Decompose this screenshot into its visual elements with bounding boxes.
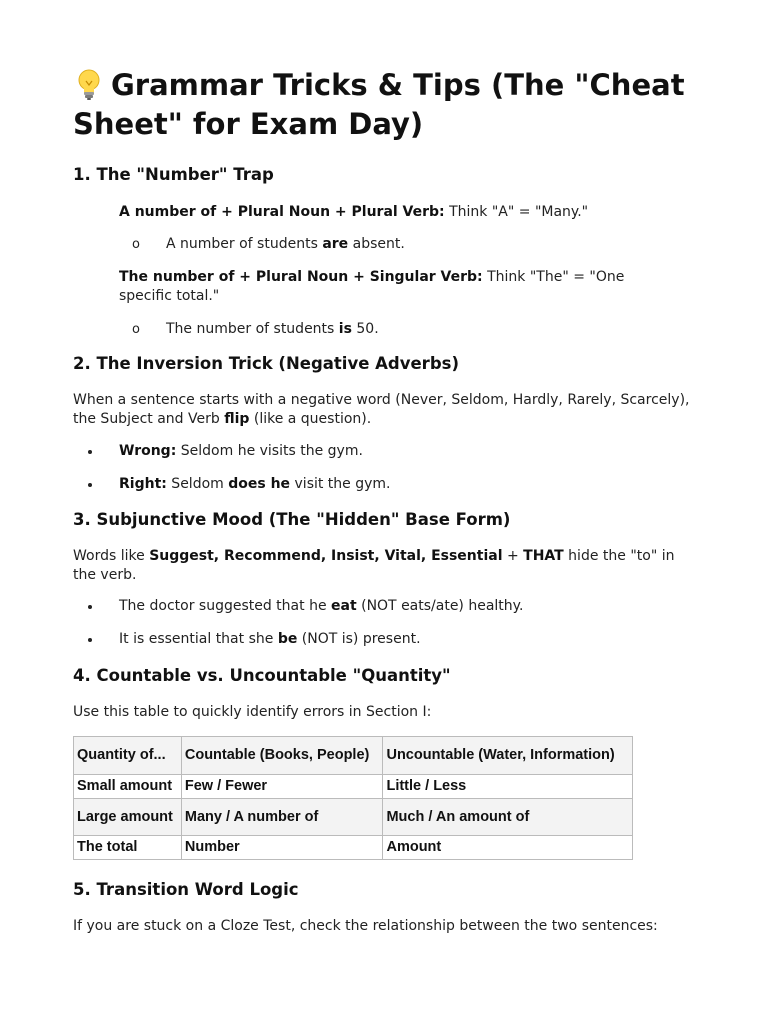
heading-inversion: 2. The Inversion Trick (Negative Adverbs)	[73, 354, 459, 373]
table-row	[74, 737, 633, 775]
example-a-number	[166, 235, 686, 254]
transition-intro: If you are stuck on a Cloze Test, check the relationship between the two sentences:	[73, 918, 658, 934]
lightbulb-icon	[73, 67, 105, 101]
sub-bullet-marker: o	[132, 322, 140, 337]
sub-bullet-marker: o	[132, 237, 140, 252]
example-bold: are	[322, 236, 349, 252]
example-bold: is	[338, 321, 352, 337]
example-text: The number of students	[166, 321, 339, 337]
rule-the-number-text: Think "The" = "One specific total."	[119, 269, 625, 304]
bullet-text: Seldom	[166, 476, 229, 492]
table-row	[74, 775, 633, 799]
bullet-dot	[88, 483, 92, 487]
table-cell: Quantity of...	[74, 737, 182, 775]
subjunctive-intro	[73, 547, 688, 585]
bullet-text: It is essential that she	[119, 631, 278, 647]
table-cell: Large amount	[74, 799, 182, 836]
example-text: A number of students	[166, 236, 323, 252]
bullet-bold: eat	[331, 598, 357, 614]
rule-a-number-bold: A number of + Plural Noun + Plural Verb:	[119, 204, 445, 220]
intro-text: hide the "to" in the verb.	[73, 548, 675, 583]
table-cell: Number	[181, 836, 383, 860]
subjunctive-example-1	[119, 597, 679, 616]
bullet-dot	[88, 450, 92, 454]
table-row	[74, 799, 633, 836]
bullet-bold: Wrong:	[119, 443, 177, 459]
heading-countable: 4. Countable vs. Uncountable "Quantity"	[73, 666, 451, 685]
intro-text: (like a question).	[249, 411, 372, 427]
heading-transition: 5. Transition Word Logic	[73, 880, 299, 899]
example-text: 50.	[351, 321, 379, 337]
countable-intro: Use this table to quickly identify errors in Section I:	[73, 704, 432, 720]
bullet-text: visit the gym.	[290, 476, 391, 492]
bullet-dot	[88, 605, 92, 609]
page-title	[73, 66, 713, 144]
intro-bold: flip	[224, 411, 250, 427]
table-cell: Many / A number of	[181, 799, 383, 836]
intro-text: +	[502, 548, 524, 564]
example-text: absent.	[348, 236, 405, 252]
rule-the-number	[119, 268, 679, 306]
table-cell: Few / Fewer	[181, 775, 383, 799]
table-cell: The total	[74, 836, 182, 860]
bullet-text: (NOT eats/ate) healthy.	[356, 598, 524, 614]
bullet-text: Seldom he visits the gym.	[176, 443, 363, 459]
bullet-bold: Right:	[119, 476, 167, 492]
rule-a-number-text: Think "A" = "Many."	[444, 204, 589, 220]
table-cell: Small amount	[74, 775, 182, 799]
table-row	[74, 836, 633, 860]
table-cell: Much / An amount of	[383, 799, 633, 836]
intro-text: When a sentence starts with a negative word (Never, Seldom, Hardly, Rarely, Scarcely), the Subject and Verb	[73, 392, 690, 427]
heading-number-trap: 1. The "Number" Trap	[73, 165, 274, 184]
bullet-text: (NOT is) present.	[297, 631, 421, 647]
subjunctive-example-2	[119, 630, 679, 649]
quantity-table	[73, 736, 633, 860]
inversion-right	[119, 475, 679, 494]
bullet-text: The doctor suggested that he	[119, 598, 332, 614]
heading-subjunctive: 3. Subjunctive Mood (The "Hidden" Base Form)	[73, 510, 511, 529]
intro-bold: Suggest, Recommend, Insist, Vital, Essential	[149, 548, 503, 564]
table-cell: Little / Less	[383, 775, 633, 799]
bullet-dot	[88, 638, 92, 642]
rule-the-number-bold: The number of + Plural Noun + Singular Verb:	[119, 269, 483, 285]
table-cell: Uncountable (Water, Information)	[383, 737, 633, 775]
inversion-intro	[73, 391, 713, 429]
intro-text: Words like	[73, 548, 150, 564]
title-text: Grammar Tricks & Tips (The "Cheat Sheet" for Exam Day)	[73, 68, 685, 141]
example-the-number	[166, 320, 686, 339]
bullet-bold: does he	[228, 476, 291, 492]
intro-bold: THAT	[523, 548, 564, 564]
table-cell: Amount	[383, 836, 633, 860]
bullet-bold: be	[277, 631, 298, 647]
table-cell: Countable (Books, People)	[181, 737, 383, 775]
inversion-wrong	[119, 442, 679, 461]
rule-a-number	[119, 203, 679, 222]
